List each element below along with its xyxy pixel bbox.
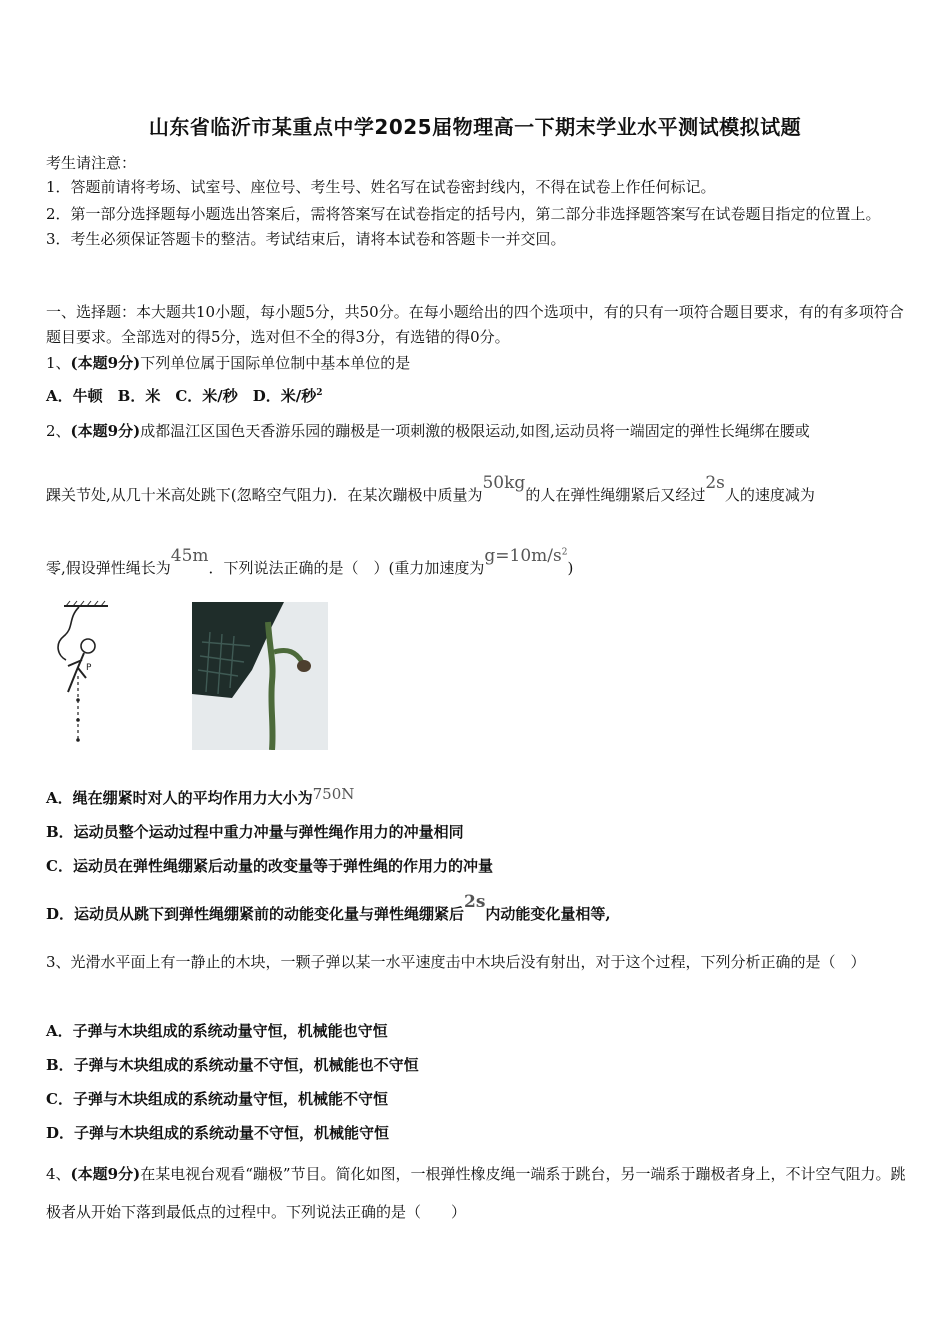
q2-stem-3a: 零,假设弹性绳长为 (46, 559, 171, 577)
q2-length-value: 45m (170, 546, 209, 566)
q1-score: (本题9分) (70, 354, 141, 372)
diagram-jumper-body (68, 653, 86, 692)
q2-gravity-text: g=10m/s (484, 546, 562, 566)
q2-mass-value: 50kg (482, 473, 526, 493)
diagram-point-2 (76, 718, 80, 722)
bungee-photo (192, 602, 328, 750)
diagram-point-3 (76, 738, 80, 742)
q3-option-a: A．子弹与木块组成的系统动量守恒，机械能也守恒 (46, 1022, 388, 1040)
q2-stem-line-1 (46, 420, 908, 443)
q2-option-d (46, 892, 908, 927)
q2-stem-2c: 人的速度减为 (724, 486, 815, 504)
page-title: 山东省临沂市某重点中学2025届物理高一下期末学业水平测试模拟试题 (148, 115, 802, 139)
q2-option-d-value: 2s (464, 892, 486, 912)
section-intro: 一、选择题：本大题共10小题，每小题5分，共50分。在每小题给出的四个选项中，有的只有一项符合题目要求，有的有多项符合题目要求。全部选对的得5分，选对但不全的得3分，有选错的得0分。 (46, 303, 904, 346)
q3-option-c: C．子弹与木块组成的系统动量守恒，机械能不守恒 (46, 1090, 388, 1108)
q1-options-sup: 2 (316, 388, 323, 398)
diagram-jumper-head (81, 639, 95, 653)
q2-number: 2、 (46, 422, 71, 440)
q2-option-c: C．运动员在弹性绳绷紧后动量的改变量等于弹性绳的作用力的冲量 (46, 857, 493, 875)
q2-time-value: 2s (705, 473, 725, 493)
photo-jumper (297, 660, 311, 672)
notice-item-3: 3．考生必须保证答题卡的整洁。考试结束后，请将本试卷和答题卡一并交回。 (46, 229, 566, 248)
q4-text: 在某电视台观看“蹦极”节目。简化如图，一根弹性橡皮绳一端系于跳台，另一端系于蹦极者身上，不计空气阻力。跳极者从开始下落到最低点的过程中。下列说法正确的是（ ） (46, 1165, 906, 1221)
notice-item-1: 1．答题前请将考场、试室号、座位号、考生号、姓名写在试卷密封线内，不得在试卷上作任何标记。 (46, 178, 716, 197)
q2-stem-line-2 (46, 473, 908, 508)
q3-stem: 3、光滑水平面上有一静止的木块，一颗子弹以某一水平速度击中木块后没有射出，对于这个过程，下列分析正确的是（ ） (46, 953, 866, 971)
q2-stem-3c: ) (567, 559, 574, 577)
q2-option-a-text: A．绳在绷紧时对人的平均作用力大小为 (46, 789, 313, 807)
q2-stem-1: 成都温江区国色天香游乐园的蹦极是一项刺激的极限运动,如图,运动员将一端固定的弹性长绳绑在腰或 (140, 422, 810, 440)
notice-heading: 考生请注意： (46, 154, 137, 172)
bungee-photo-art (192, 602, 328, 750)
q2-score: (本题9分) (70, 422, 141, 440)
q1-number: 1、 (46, 354, 71, 372)
q1-stem (46, 352, 908, 375)
q2-stem-2a: 踝关节处,从几十米高处跳下(忽略空气阻力)．在某次蹦极中质量为 (46, 486, 483, 504)
q2-stem-2b: 的人在弹性绳绷紧后又经过 (525, 486, 706, 504)
q1-text: 下列单位属于国际单位制中基本单位的是 (140, 354, 411, 372)
q2-option-a-value: 750N (312, 785, 355, 803)
q1-options-text: A．牛顿 B．米 C．米/秒 D．米/秒 (46, 387, 317, 405)
q4-score: (本题9分) (70, 1165, 141, 1183)
q2-stem-3b: ．下列说法正确的是（ ）(重力加速度为 (208, 559, 485, 577)
notice (46, 152, 908, 251)
diagram-cord (58, 607, 79, 660)
diagram-point-label: P (86, 663, 92, 673)
diagram-point-1 (76, 698, 80, 702)
q2-option-d-text: D．运动员从跳下到弹性绳绷紧前的动能变化量与弹性绳绷紧后 (46, 905, 465, 923)
q2-option-d-tail: 内动能变化量相等, (485, 905, 611, 923)
q3-option-d: D．子弹与木块组成的系统动量不守恒，机械能守恒 (46, 1124, 390, 1142)
q4-stem (46, 1155, 908, 1231)
q3-option-b: B．子弹与木块组成的系统动量不守恒，机械能也不守恒 (46, 1056, 419, 1074)
q2-stem-line-3 (46, 546, 908, 581)
q2-option-a (46, 787, 908, 810)
q2-gravity-value (484, 546, 567, 566)
notice-item-2: 2．第一部分选择题每小题选出答案后，需将答案写在试卷指定的括号内，第二部分非选择题答案写在试卷题目指定的位置上。 (46, 204, 881, 223)
q2-option-b: B．运动员整个运动过程中重力冲量与弹性绳作用力的冲量相同 (46, 823, 464, 841)
bungee-diagram (46, 600, 118, 750)
q4-number: 4、 (46, 1165, 71, 1183)
q2-gravity-sup: 2 (561, 547, 568, 558)
q1-options (46, 385, 908, 408)
